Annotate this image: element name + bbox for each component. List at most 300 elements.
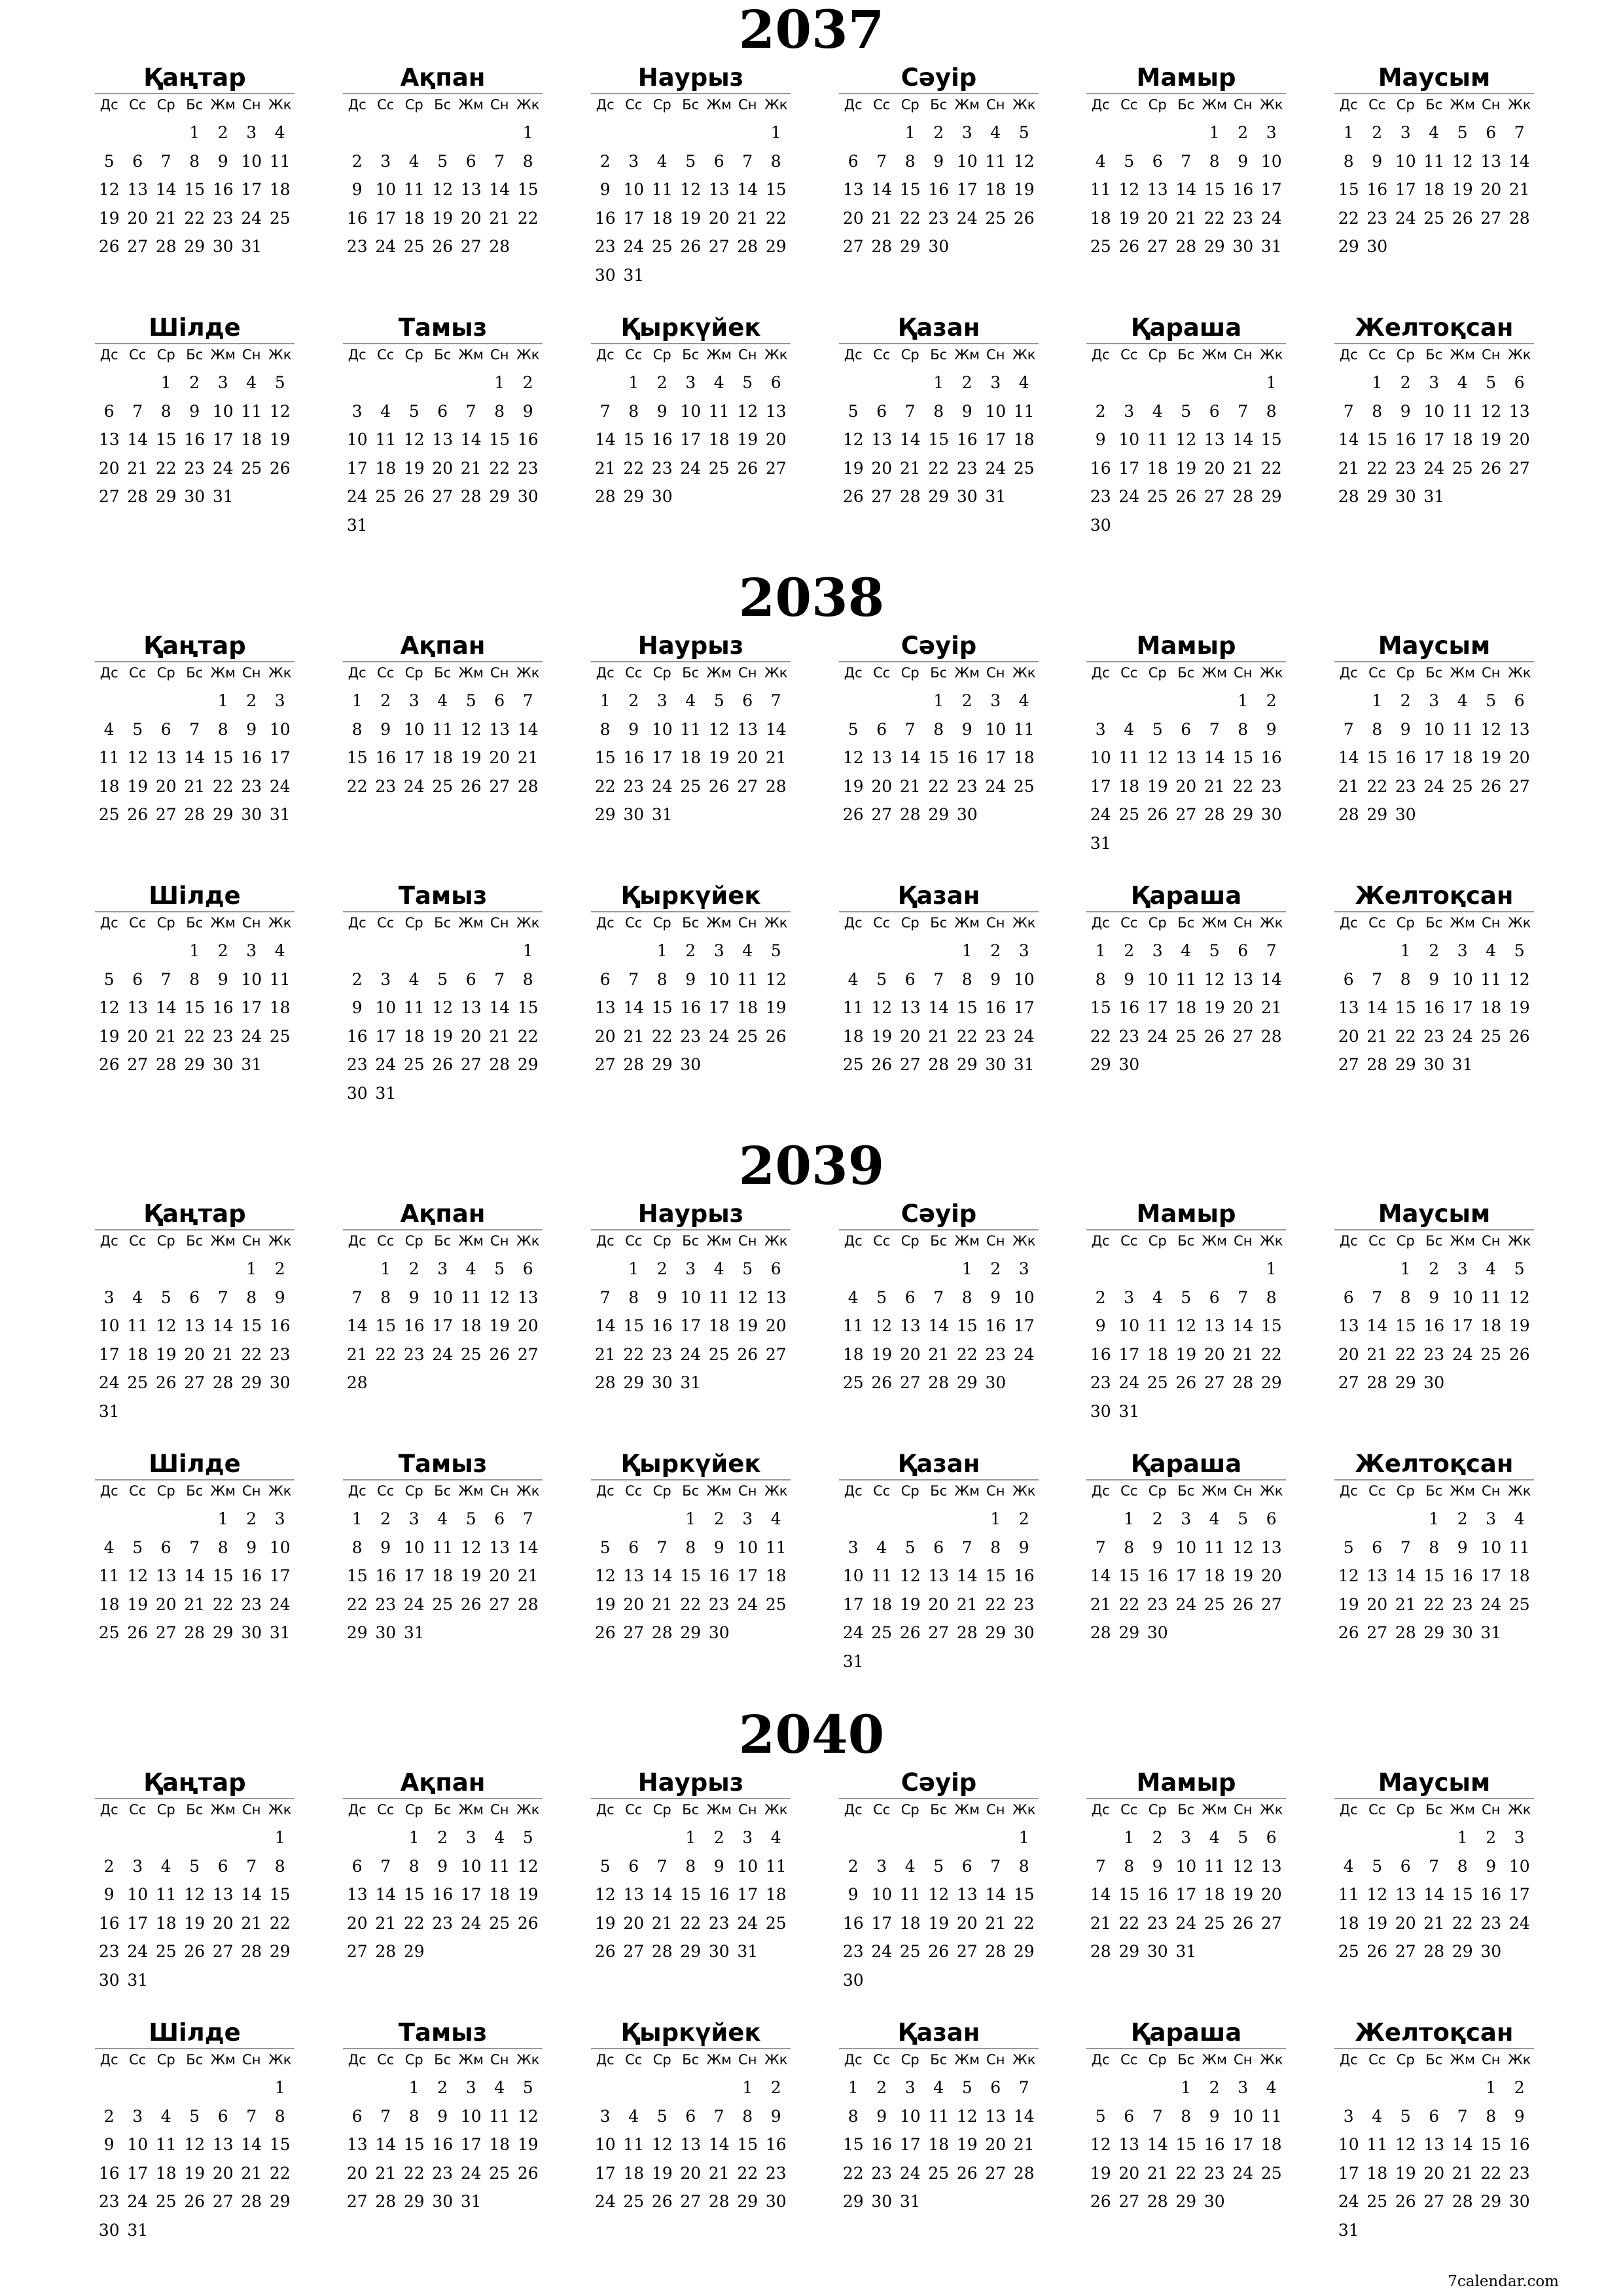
weekday-label: Сс: [1120, 1483, 1138, 1499]
month-grid: [591, 881, 791, 1074]
month-name: Маусым: [1378, 63, 1491, 92]
day-number: 7: [380, 1856, 391, 1876]
day-number: 11: [871, 1566, 893, 1585]
day-number: 8: [1457, 1856, 1468, 1876]
day-number: 16: [212, 180, 234, 199]
weekday-label: Бс: [930, 665, 948, 681]
weekday-label: Сн: [1482, 1483, 1501, 1499]
weekday-label: Сн: [1234, 665, 1253, 681]
weekday-header: [1086, 911, 1286, 939]
day-number: 28: [155, 1055, 177, 1074]
month-grid: [95, 1768, 294, 1990]
day-number: 11: [460, 1287, 482, 1307]
day-number: 23: [269, 1344, 291, 1364]
day-number: 18: [708, 430, 730, 449]
day-number: 23: [184, 458, 205, 478]
month-grid: [1086, 1449, 1286, 1642]
day-number: 28: [375, 1942, 397, 1961]
weekday-label: Ср: [1148, 97, 1167, 113]
day-number: 8: [1266, 401, 1277, 421]
day-number: 21: [460, 458, 482, 478]
day-number: 28: [489, 1055, 510, 1074]
day-number: 21: [956, 1594, 978, 1614]
day-number: 2: [351, 969, 363, 989]
day-number: 13: [956, 1885, 978, 1904]
day-number: 29: [680, 1623, 702, 1642]
day-number: 26: [432, 237, 454, 256]
day-number: 12: [127, 1566, 149, 1585]
weekday-label: Бс: [434, 915, 452, 931]
weekday-label: Дс: [348, 1802, 366, 1818]
day-number: 11: [737, 969, 758, 989]
day-number: 22: [680, 1913, 702, 1933]
weekday-label: Дс: [1339, 915, 1358, 931]
day-number: 10: [623, 180, 645, 199]
weekday-label: Жк: [764, 2052, 788, 2068]
day-number: 18: [1480, 998, 1502, 1017]
month-name: Қыркүйек: [620, 2018, 761, 2047]
day-number: 22: [517, 1026, 539, 1046]
day-number: 22: [956, 1344, 978, 1364]
day-number: 5: [1095, 2106, 1106, 2126]
weekday-label: Сс: [129, 97, 147, 113]
day-number: 16: [765, 2135, 787, 2154]
day-number: 4: [770, 1509, 781, 1528]
day-number: 23: [241, 1594, 262, 1614]
day-number: 16: [708, 1566, 730, 1585]
day-number: 9: [380, 1537, 391, 1557]
day-number: 8: [770, 151, 781, 171]
day-number: 11: [899, 1885, 921, 1904]
day-number: 16: [1395, 748, 1416, 767]
day-number: 12: [1452, 151, 1473, 171]
month-name: Ақпан: [400, 63, 486, 92]
day-number: 28: [1395, 1623, 1416, 1642]
day-number: 30: [1147, 1623, 1168, 1642]
day-number: 13: [98, 430, 120, 449]
day-number: 21: [1338, 458, 1359, 478]
weekday-label: Жм: [954, 97, 980, 113]
weekday-header: [839, 1479, 1039, 1507]
day-number: 23: [1366, 208, 1388, 228]
day-number: 6: [351, 1856, 363, 1876]
weekday-label: Ср: [404, 2052, 423, 2068]
weekday-label: Жк: [764, 97, 788, 113]
weekday-label: Ср: [901, 1802, 919, 1818]
day-number: 7: [713, 2106, 724, 2126]
weekday-label: Дс: [844, 97, 863, 113]
day-number: 15: [1090, 998, 1111, 1017]
weekday-label: Сс: [1368, 915, 1386, 931]
weekday-label: Сн: [986, 2052, 1005, 2068]
day-number: 23: [1147, 1594, 1168, 1614]
day-number: 31: [98, 1401, 120, 1421]
day-number: 8: [933, 401, 944, 421]
day-number: 1: [351, 691, 363, 710]
day-number: 3: [408, 691, 419, 710]
day-number: 28: [765, 776, 787, 796]
day-number: 5: [599, 1856, 611, 1876]
weekday-label: Сн: [1482, 97, 1501, 113]
day-number: 13: [1395, 1885, 1416, 1904]
day-number: 14: [1452, 2135, 1473, 2154]
day-number: 18: [1508, 1566, 1530, 1585]
day-number: 2: [685, 941, 696, 960]
day-number: 5: [713, 691, 724, 710]
day-number: 7: [628, 969, 639, 989]
weekday-label: Сн: [986, 347, 1005, 363]
day-number: 10: [241, 151, 262, 171]
day-number: 15: [651, 998, 673, 1017]
day-number: 10: [985, 401, 1007, 421]
day-number: 2: [1209, 2078, 1220, 2097]
day-number: 26: [1232, 1594, 1254, 1614]
day-number: 18: [1480, 1316, 1502, 1335]
day-number: 23: [985, 1344, 1007, 1364]
weekday-label: Ср: [156, 1802, 175, 1818]
month-grid: [95, 2018, 294, 2240]
day-number: 13: [899, 998, 921, 1017]
day-number: 29: [403, 2192, 425, 2211]
day-number: 18: [155, 1913, 177, 1933]
day-number: 22: [899, 208, 921, 228]
day-number: 26: [1013, 208, 1035, 228]
day-number: 29: [928, 487, 950, 506]
day-number: 25: [269, 208, 291, 228]
day-number: 22: [212, 776, 234, 796]
day-number: 9: [1209, 2106, 1220, 2126]
day-number: 29: [1260, 487, 1282, 506]
day-number: 21: [1175, 208, 1197, 228]
day-number: 16: [346, 208, 368, 228]
day-number: 13: [212, 2135, 234, 2154]
day-number: 1: [1372, 373, 1383, 392]
day-number: 5: [1238, 1828, 1249, 1847]
month-name: Наурыз: [637, 1200, 744, 1228]
day-number: 17: [899, 2135, 921, 2154]
weekday-label: Сн: [986, 1483, 1005, 1499]
weekday-header: [1334, 1229, 1534, 1257]
day-number: 7: [380, 2106, 391, 2126]
day-number: 31: [1090, 833, 1111, 853]
day-number: 5: [437, 151, 448, 171]
day-number: 23: [708, 1913, 730, 1933]
day-number: 26: [1452, 208, 1473, 228]
weekday-label: Сн: [738, 347, 757, 363]
day-number: 24: [985, 458, 1007, 478]
day-number: 8: [1400, 1287, 1411, 1307]
day-number: 28: [1090, 1942, 1111, 1961]
day-number: 20: [1204, 1344, 1225, 1364]
weekday-label: Сс: [1368, 1233, 1386, 1249]
day-number: 15: [1118, 1566, 1140, 1585]
day-number: 27: [1338, 1373, 1359, 1392]
day-number: 24: [212, 458, 234, 478]
weekday-label: Сс: [377, 97, 395, 113]
day-number: 8: [1018, 1856, 1029, 1876]
day-number: 27: [594, 1055, 616, 1074]
day-number: 18: [1260, 2135, 1282, 2154]
day-number: 22: [1175, 2163, 1197, 2183]
day-number: 19: [871, 1344, 893, 1364]
day-number: 25: [1366, 2192, 1388, 2211]
day-number: 15: [623, 430, 645, 449]
weekday-label: Сн: [1482, 915, 1501, 931]
day-number: 4: [742, 941, 753, 960]
day-number: 24: [1395, 208, 1416, 228]
weekday-label: Сс: [377, 915, 395, 931]
day-number: 30: [1423, 1055, 1445, 1074]
day-number: 19: [1175, 458, 1197, 478]
day-number: 10: [98, 1316, 120, 1335]
weekday-label: Сс: [625, 915, 643, 931]
day-number: 11: [1338, 1885, 1359, 1904]
day-number: 8: [1400, 969, 1411, 989]
day-number: 25: [623, 2192, 645, 2211]
day-number: 13: [1147, 180, 1168, 199]
day-number: 16: [1423, 998, 1445, 1017]
day-number: 24: [403, 776, 425, 796]
day-number: 9: [1266, 719, 1277, 739]
day-number: 29: [928, 805, 950, 824]
day-number: 6: [1343, 969, 1354, 989]
weekday-label: Ср: [901, 97, 919, 113]
day-number: 3: [274, 1509, 285, 1528]
weekday-header: [839, 661, 1039, 689]
weekday-label: Бс: [1425, 665, 1443, 681]
weekday-label: Ср: [404, 1483, 423, 1499]
weekday-label: Жм: [706, 97, 732, 113]
weekday-label: Жк: [764, 347, 788, 363]
day-number: 20: [899, 1344, 921, 1364]
day-number: 2: [380, 691, 391, 710]
day-number: 10: [737, 1856, 758, 1876]
day-number: 9: [1429, 1287, 1440, 1307]
day-number: 7: [1343, 719, 1354, 739]
weekday-header: [591, 1229, 791, 1257]
day-number: 26: [184, 1942, 205, 1961]
day-number: 7: [189, 1537, 200, 1557]
day-number: 20: [184, 1344, 205, 1364]
weekday-label: Жм: [458, 97, 484, 113]
day-number: 25: [1338, 1942, 1359, 1961]
month-name: Желтоқсан: [1355, 1450, 1514, 1478]
day-number: 13: [1508, 719, 1530, 739]
day-number: 4: [1209, 1828, 1220, 1847]
month-grid: [95, 1449, 294, 1642]
month-grid: [1334, 1768, 1534, 1961]
day-number: 6: [1486, 123, 1497, 142]
month-name: Қыркүйек: [620, 314, 761, 342]
day-number: 21: [1013, 2135, 1035, 2154]
day-number: 18: [765, 1885, 787, 1904]
day-number: 12: [737, 1287, 758, 1307]
day-number: 15: [956, 998, 978, 1017]
day-number: 22: [1395, 1026, 1416, 1046]
weekday-label: Ср: [652, 97, 671, 113]
day-number: 6: [1124, 2106, 1135, 2126]
day-number: 25: [432, 1594, 454, 1614]
day-number: 1: [160, 373, 171, 392]
day-number: 12: [1204, 969, 1225, 989]
month-grid: [343, 631, 543, 796]
weekday-label: Ср: [1396, 915, 1415, 931]
day-number: 9: [961, 719, 972, 739]
weekday-label: Сн: [1234, 2052, 1253, 2068]
day-number: 29: [765, 237, 787, 256]
day-number: 18: [98, 776, 120, 796]
weekday-label: Бс: [1425, 1483, 1443, 1499]
day-number: 29: [241, 1373, 262, 1392]
day-number: 14: [489, 180, 510, 199]
day-number: 6: [876, 401, 887, 421]
day-number: 11: [765, 1856, 787, 1876]
day-number: 25: [1452, 458, 1473, 478]
day-number: 19: [184, 1913, 205, 1933]
day-number: 10: [1452, 969, 1473, 989]
day-number: 8: [160, 401, 171, 421]
day-number: 26: [1118, 237, 1140, 256]
day-number: 23: [842, 1942, 864, 1961]
weekday-header: [839, 911, 1039, 939]
weekday-label: Сс: [377, 1483, 395, 1499]
day-number: 17: [594, 2163, 616, 2183]
day-number: 25: [1204, 1594, 1225, 1614]
day-number: 16: [1452, 1566, 1473, 1585]
month-grid: [1334, 1449, 1534, 1642]
day-number: 30: [1452, 1623, 1473, 1642]
day-number: 13: [871, 748, 893, 767]
month-grid: [95, 313, 294, 506]
day-number: 3: [1486, 1509, 1497, 1528]
weekday-header: [591, 1798, 791, 1825]
day-number: 25: [403, 1055, 425, 1074]
weekday-label: Дс: [1339, 1802, 1358, 1818]
weekday-label: Сс: [873, 97, 891, 113]
day-number: 4: [713, 1259, 724, 1278]
day-number: 19: [708, 748, 730, 767]
day-number: 2: [1018, 1509, 1029, 1528]
day-number: 19: [1175, 1344, 1197, 1364]
day-number: 23: [1204, 2163, 1225, 2183]
day-number: 25: [1423, 208, 1445, 228]
weekday-label: Ср: [652, 915, 671, 931]
day-number: 24: [956, 208, 978, 228]
day-number: 15: [1395, 1316, 1416, 1335]
day-number: 30: [985, 1373, 1007, 1392]
day-number: 3: [713, 941, 724, 960]
day-number: 19: [98, 1026, 120, 1046]
day-number: 25: [651, 237, 673, 256]
day-number: 24: [241, 208, 262, 228]
day-number: 5: [685, 151, 696, 171]
month-name: Қазан: [897, 882, 980, 910]
day-number: 8: [1124, 1537, 1135, 1557]
day-number: 30: [708, 1623, 730, 1642]
weekday-label: Жм: [210, 1802, 236, 1818]
month-name: Қыркүйек: [620, 1450, 761, 1478]
weekday-header: [343, 1798, 543, 1825]
day-number: 10: [680, 1287, 702, 1307]
day-number: 24: [241, 1026, 262, 1046]
day-number: 5: [847, 401, 859, 421]
weekday-label: Сс: [129, 1483, 147, 1499]
weekday-label: Ср: [652, 1233, 671, 1249]
day-number: 17: [1013, 998, 1035, 1017]
weekday-header: [343, 1229, 543, 1257]
day-number: 20: [594, 1026, 616, 1046]
month-name: Маусым: [1378, 632, 1491, 660]
weekday-label: Бс: [186, 1802, 204, 1818]
day-number: 2: [522, 373, 533, 392]
day-number: 16: [1480, 1885, 1502, 1904]
weekday-label: Сс: [129, 1233, 147, 1249]
day-number: 15: [1366, 430, 1388, 449]
day-number: 22: [184, 1026, 205, 1046]
day-number: 15: [899, 180, 921, 199]
day-number: 22: [680, 1594, 702, 1614]
day-number: 2: [189, 373, 200, 392]
day-number: 28: [127, 487, 149, 506]
day-number: 24: [623, 237, 645, 256]
day-number: 30: [1395, 487, 1416, 506]
day-number: 17: [1175, 1566, 1197, 1585]
day-number: 11: [1480, 1287, 1502, 1307]
weekday-label: Ср: [1148, 1802, 1167, 1818]
day-number: 11: [1480, 969, 1502, 989]
day-number: 29: [651, 1055, 673, 1074]
day-number: 12: [489, 1287, 510, 1307]
day-number: 15: [1175, 2135, 1197, 2154]
day-number: 4: [847, 1287, 859, 1307]
day-number: 14: [241, 2135, 262, 2154]
day-number: 18: [1147, 458, 1168, 478]
day-number: 11: [375, 430, 397, 449]
day-number: 18: [269, 180, 291, 199]
day-number: 22: [737, 2163, 758, 2183]
weekday-label: Ср: [901, 2052, 919, 2068]
day-number: 3: [1514, 1828, 1525, 1847]
day-number: 26: [765, 1026, 787, 1046]
day-number: 26: [956, 2163, 978, 2183]
day-number: 16: [1090, 1344, 1111, 1364]
day-number: 20: [928, 1594, 950, 1614]
day-number: 5: [876, 969, 887, 989]
weekday-label: Жк: [1012, 2052, 1036, 2068]
day-number: 2: [847, 1856, 859, 1876]
day-number: 19: [127, 776, 149, 796]
day-number: 23: [1508, 2163, 1530, 2183]
day-number: 5: [494, 1259, 505, 1278]
weekday-label: Дс: [1339, 665, 1358, 681]
day-number: 18: [432, 748, 454, 767]
month-grid: [591, 1449, 791, 1642]
day-number: 5: [1152, 719, 1163, 739]
weekday-label: Сс: [377, 2052, 395, 2068]
day-number: 28: [1366, 1373, 1388, 1392]
day-number: 17: [1423, 748, 1445, 767]
month-grid: [591, 1768, 791, 1961]
day-number: 20: [1232, 998, 1254, 1017]
day-number: 24: [1090, 805, 1111, 824]
weekday-label: Дс: [844, 665, 863, 681]
day-number: 9: [1095, 1316, 1106, 1335]
weekday-label: Жм: [954, 347, 980, 363]
month-name: Сәуір: [901, 632, 977, 660]
day-number: 11: [1013, 719, 1035, 739]
day-number: 24: [737, 1594, 758, 1614]
day-number: 21: [212, 1344, 234, 1364]
